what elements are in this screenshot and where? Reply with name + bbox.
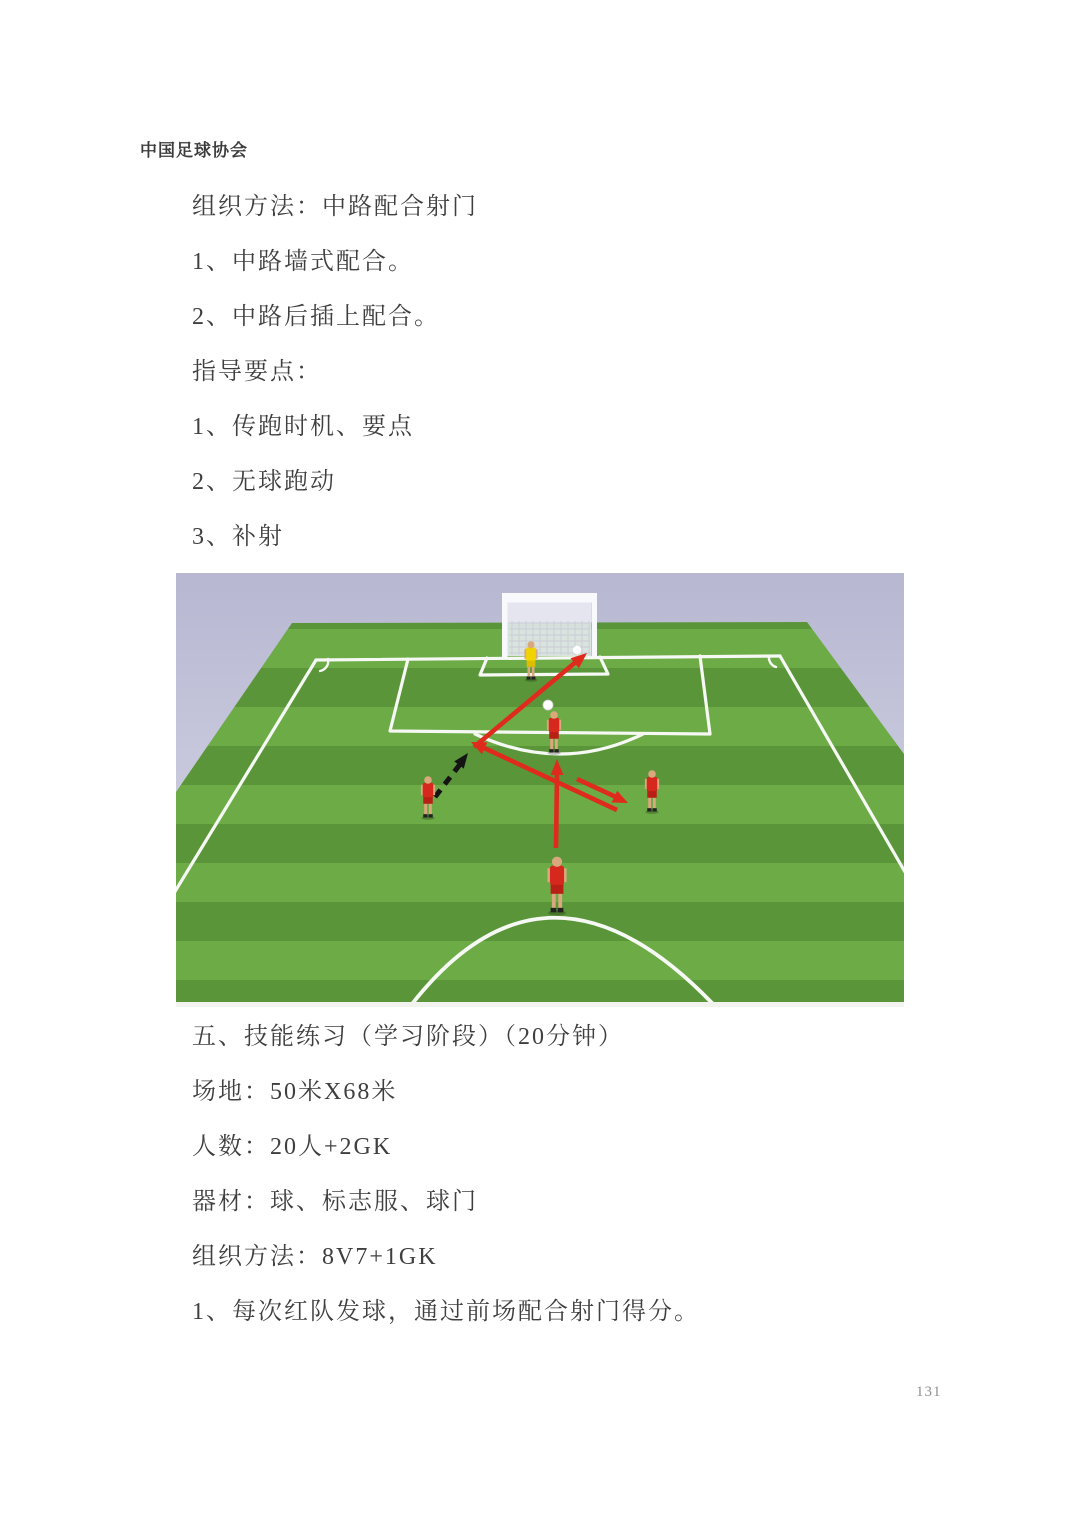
- skill-practice-rule-1: 1、每次红队发球，通过前场配合射门得分。: [192, 1299, 700, 1325]
- page-number: 131: [916, 1384, 942, 1400]
- skill-practice-equipment: 器材：球、标志服、球门: [192, 1189, 478, 1215]
- skill-practice-organization: 组织方法：8V7+1GK: [192, 1244, 438, 1270]
- coaching-point-3: 3、补射: [192, 524, 284, 550]
- coaching-point-1: 1、传跑时机、要点: [192, 414, 414, 440]
- skill-practice-title: 五、技能练习（学习阶段）（20分钟）: [192, 1024, 624, 1050]
- goal: [502, 593, 597, 657]
- goal-crossbar: [502, 593, 597, 603]
- organization-and-coaching-section: [192, 192, 478, 577]
- soccer-field-3d: [176, 573, 904, 1007]
- image-bottom-strip: [176, 1002, 904, 1007]
- coaching-point-2: 2、无球跑动: [192, 469, 336, 495]
- tactics-diagram: [176, 573, 904, 1007]
- skill-practice-players: 人数：20人+2GK: [192, 1134, 393, 1160]
- goal-right-post: [592, 593, 598, 657]
- organization-item-2: 2、中路后插上配合。: [192, 304, 440, 330]
- coaching-points-title: 指导要点：: [192, 359, 322, 385]
- skill-practice-section: [192, 1022, 700, 1352]
- ball: [543, 700, 553, 710]
- goal-left-post: [502, 593, 508, 657]
- document-header: 中国足球协会: [140, 141, 248, 160]
- ball-at-goal: [573, 646, 581, 654]
- organization-method-title: 组织方法：中路配合射门: [192, 194, 478, 220]
- organization-item-1: 1、中路墙式配合。: [192, 249, 414, 275]
- skill-practice-field: 场地：50米X68米: [192, 1079, 398, 1105]
